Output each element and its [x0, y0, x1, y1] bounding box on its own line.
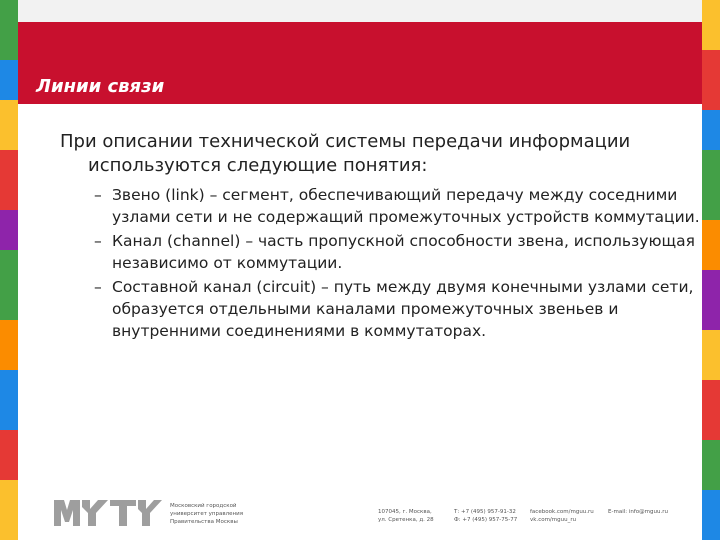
footer — [18, 492, 702, 540]
right-decorative-bar — [702, 0, 720, 540]
top-strip — [18, 0, 702, 22]
bullet-dash: – — [94, 232, 102, 250]
university-logo-icon — [54, 500, 162, 526]
bullet-dash: – — [94, 186, 102, 204]
slide — [18, 0, 702, 540]
bullet-text: Канал (channel) – часть пропускной способности звена, использующая независимо от коммутации. — [112, 232, 695, 272]
bullet-list — [60, 184, 700, 342]
bullet-item — [94, 276, 700, 342]
footer-social-links[interactable]: facebook.com/mguu.ru vk.com/mguu_ru — [530, 509, 594, 523]
bullet-item — [94, 184, 700, 228]
main-point: При описании технической системы передачи информации используются следующие понятия: — [60, 131, 631, 176]
slide-title: Линии связи — [36, 76, 165, 97]
bullet-item — [94, 230, 700, 274]
bullet-text: Составной канал (circuit) – путь между двумя конечными узлами сети, образуется отдельными каналами промежуточных звеньев и внутренними соединениями в коммутаторах. — [112, 278, 694, 340]
footer-phone: Т: +7 (495) 957-91-32 Ф: +7 (495) 957-75-77 — [454, 509, 518, 523]
bullet-text: Звено (link) – сегмент, обеспечивающий передачу между соседними узлами сети и не содержащий промежуточных устройств коммутации. — [112, 186, 700, 226]
slide-content — [60, 130, 700, 344]
left-decorative-bar — [0, 0, 18, 540]
footer-email[interactable]: E-mail: info@mguu.ru — [608, 509, 668, 515]
footer-address: 107045, г. Москва, ул. Сретенка, д. 28 — [378, 509, 434, 523]
footer-university: Московский городской университет управления Правительства Москвы — [170, 503, 244, 525]
bullet-dash: – — [94, 278, 102, 296]
